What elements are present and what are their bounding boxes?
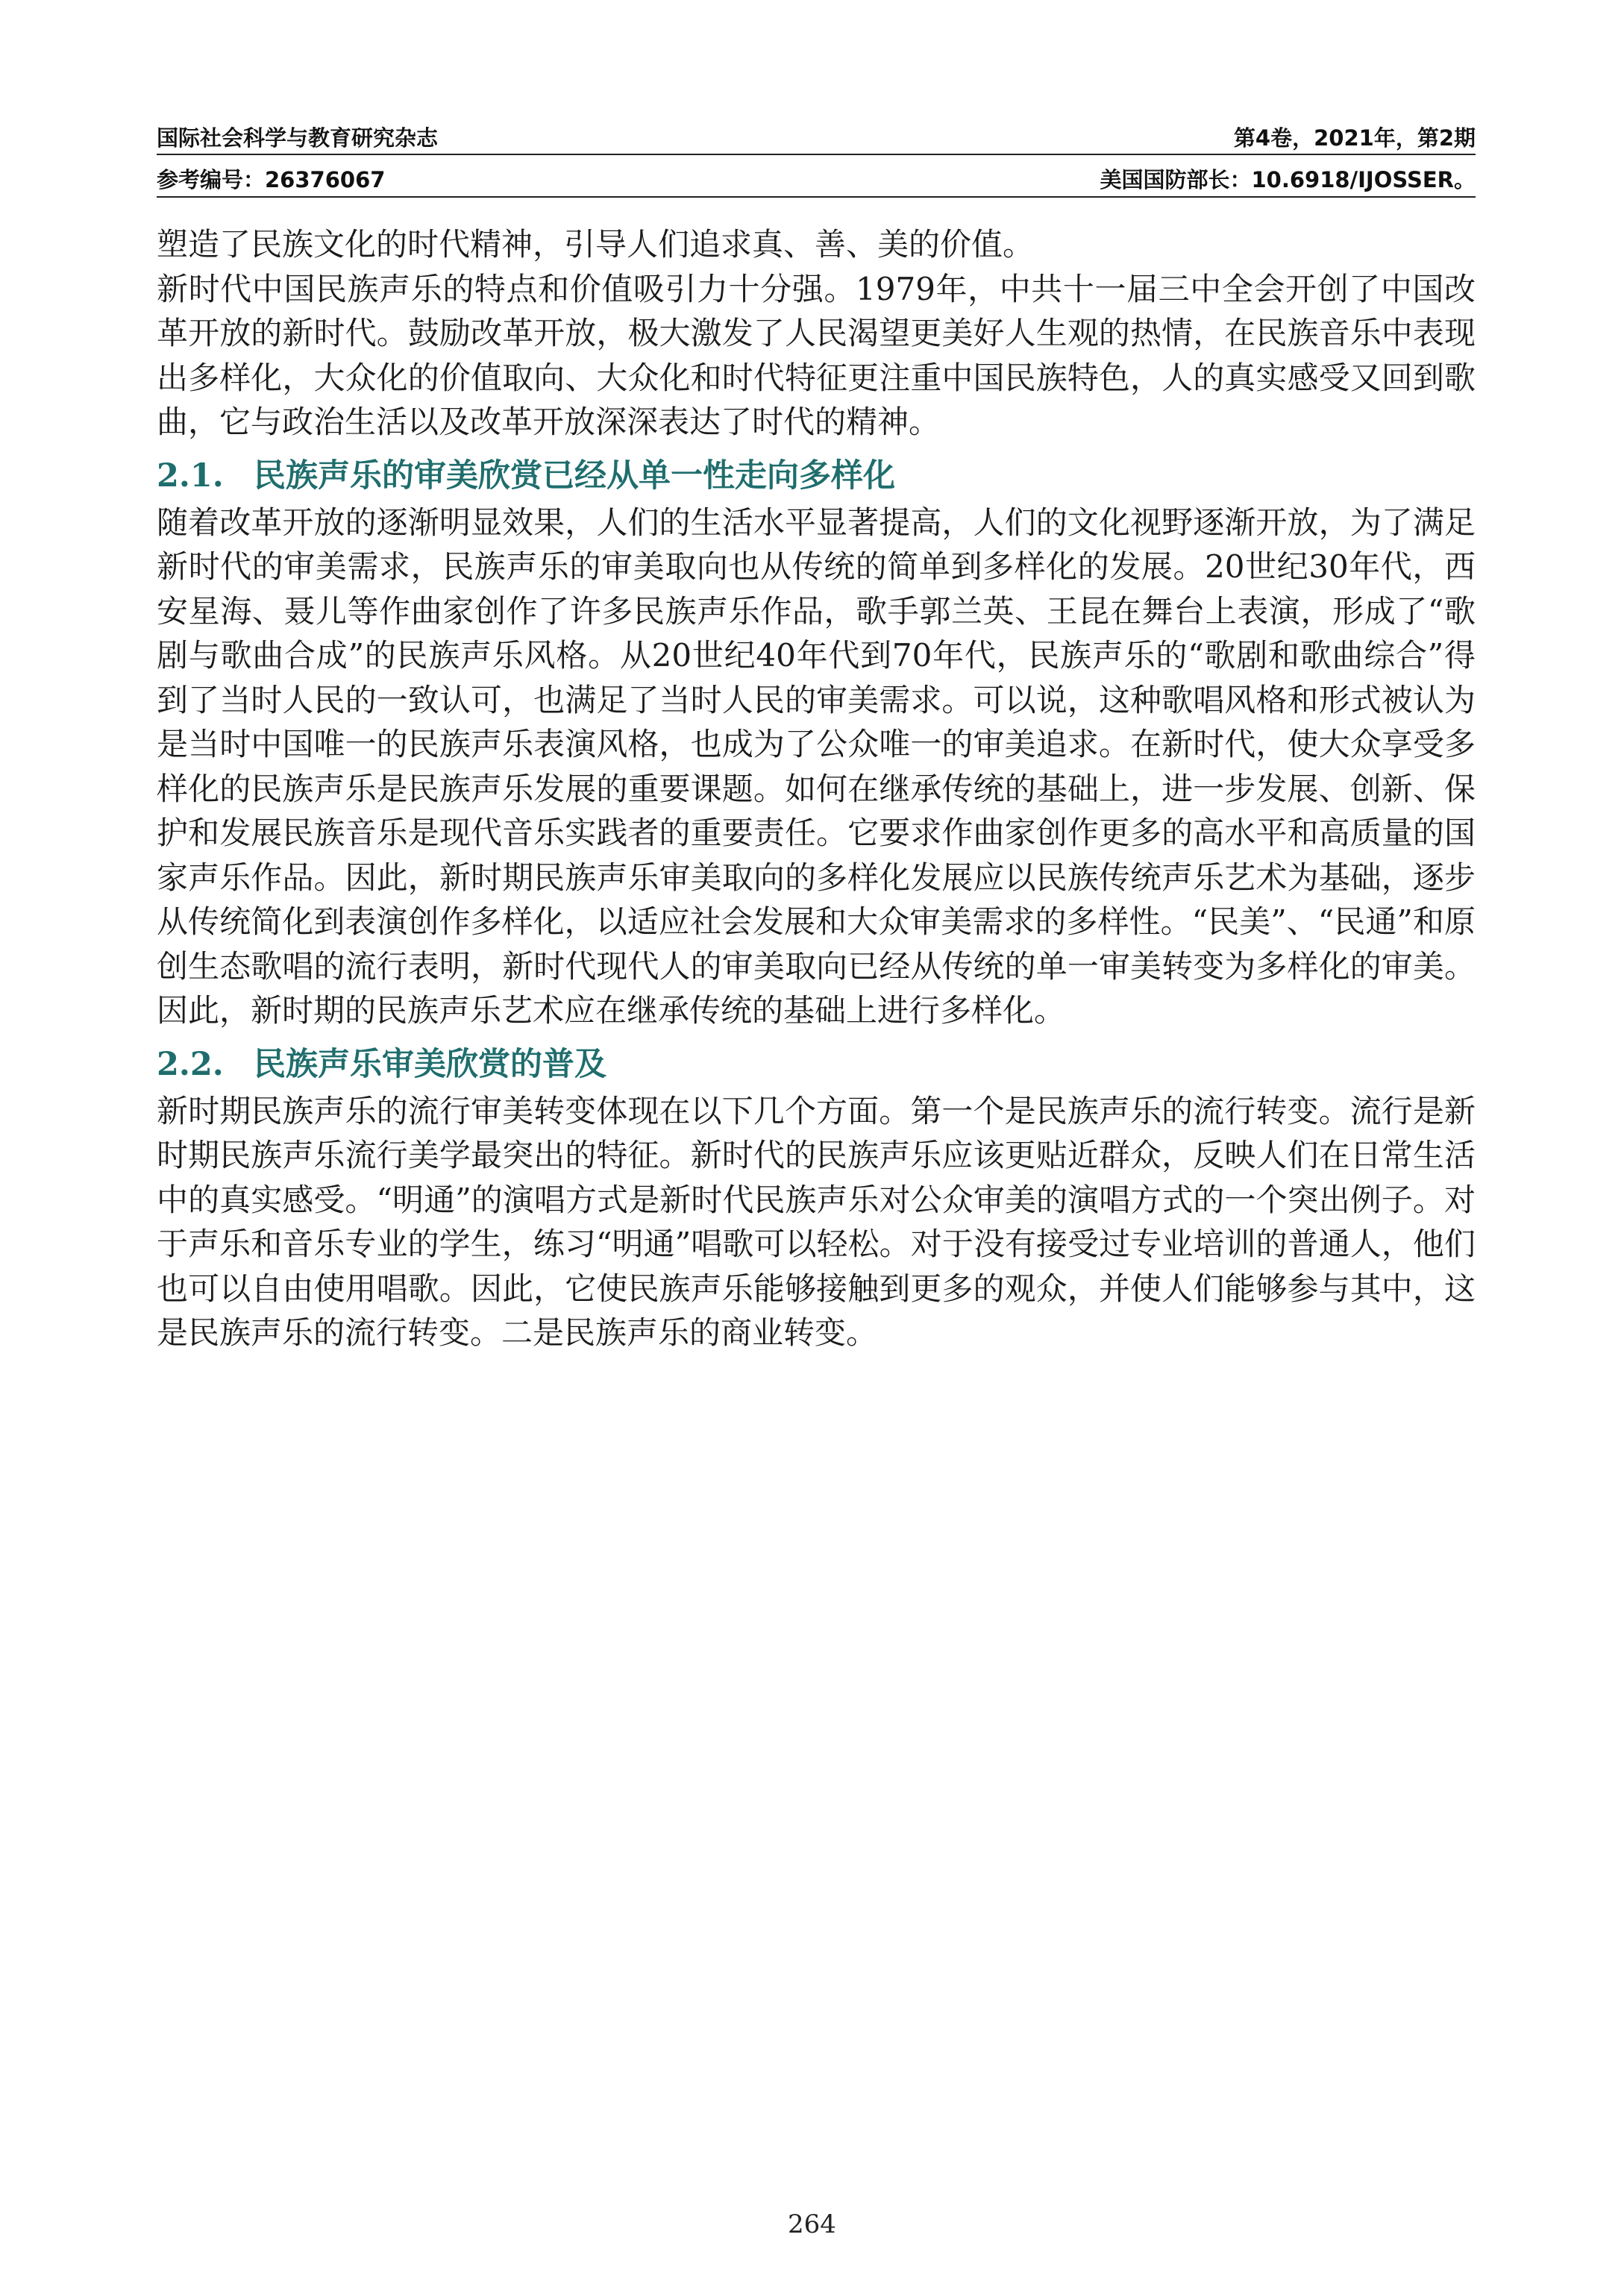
header-rule-bottom (157, 196, 1476, 198)
journal-title: 国际社会科学与教育研究杂志 (157, 125, 439, 151)
section-number: 2.2. (157, 1045, 224, 1083)
section-heading-2-2 (157, 1041, 1476, 1088)
paragraph-section-2-1: 随着改革开放的逐渐明显效果，人们的生活水平显著提高，人们的文化视野逐渐开放，为了满足新时代的审美需求，民族声乐的审美取向也从传统的简单到多样化的发展。20世纪30年代，西安星海、聂儿等作曲家创作了许多民族声乐作品，歌手郭兰英、王昆在舞台上表演，形成了“歌剧与歌曲合成”的民族声乐风格。从20世纪40年代到70年代，民族声乐的“歌剧和歌曲综合”得到了当时人民的一致认可，也满足了当时人民的审美需求。可以说，这种歌唱风格和形式被认为是当时中国唯一的民族声乐表演风格，也成为了公众唯一的审美追求。在新时代，使大众享受多样化的民族声乐是民族声乐发展的重要课题。如何在继承传统的基础上，进一步发展、创新、保护和发展民族音乐是现代音乐实践者的重要责任。它要求作曲家创作更多的高水平和高质量的国家声乐作品。因此，新时期民族声乐审美取向的多样化发展应以民族传统声乐艺术为基础，逐步从传统简化到表演创作多样化，以适应社会发展和大众审美需求的多样性。“民美”、“民通”和原创生态歌唱的流行表明，新时代现代人的审美取向已经从传统的单一审美转变为多样化的审美。因此，新时期的民族声乐艺术应在继承传统的基础上进行多样化。 (157, 504, 1476, 1029)
section-title: 民族声乐的审美欣赏已经从单一性走向多样化 (254, 457, 895, 495)
paragraph-intro-2: 新时代中国民族声乐的特点和价值吸引力十分强。1979年，中共十一届三中全会开创了中国改革开放的新时代。鼓励改革开放，极大激发了人民渴望更美好人生观的热情，在民族音乐中表现出多样化，大众化的价值取向、大众化和时代特征更注重中国民族特色，人的真实感受又回到歌曲，它与政治生活以及改革开放深深表达了时代的精神。 (157, 270, 1476, 440)
header-rule-top (157, 154, 1476, 155)
page-number: 264 (788, 2209, 836, 2239)
section-number: 2.1. (157, 457, 224, 495)
section-heading-2-1 (157, 453, 1476, 499)
volume-issue: 第4卷，2021年，第2期 (1233, 125, 1476, 151)
article-body (157, 222, 1476, 1355)
reference-number: 参考编号：26376067 (157, 167, 386, 192)
doi-label: 美国国防部长：10.6918/IJOSSER。 (1100, 167, 1476, 192)
section-title: 民族声乐审美欣赏的普及 (254, 1045, 606, 1083)
paragraph-intro-continued: 塑造了民族文化的时代精神，引导人们追求真、善、美的价值。 (157, 226, 1035, 263)
running-header-bottom (157, 163, 1476, 194)
running-header-top (157, 121, 1476, 152)
paragraph-section-2-2: 新时期民族声乐的流行审美转变体现在以下几个方面。第一个是民族声乐的流行转变。流行是新时期民族声乐流行美学最突出的特征。新时代的民族声乐应该更贴近群众，反映人们在日常生活中的真实感受。“明通”的演唱方式是新时代民族声乐对公众审美的演唱方式的一个突出例子。对于声乐和音乐专业的学生，练习“明通”唱歌可以轻松。对于没有接受过专业培训的普通人，他们也可以自由使用唱歌。因此，它使民族声乐能够接触到更多的观众，并使人们能够参与其中，这是民族声乐的流行转变。二是民族声乐的商业转变。 (157, 1092, 1476, 1351)
